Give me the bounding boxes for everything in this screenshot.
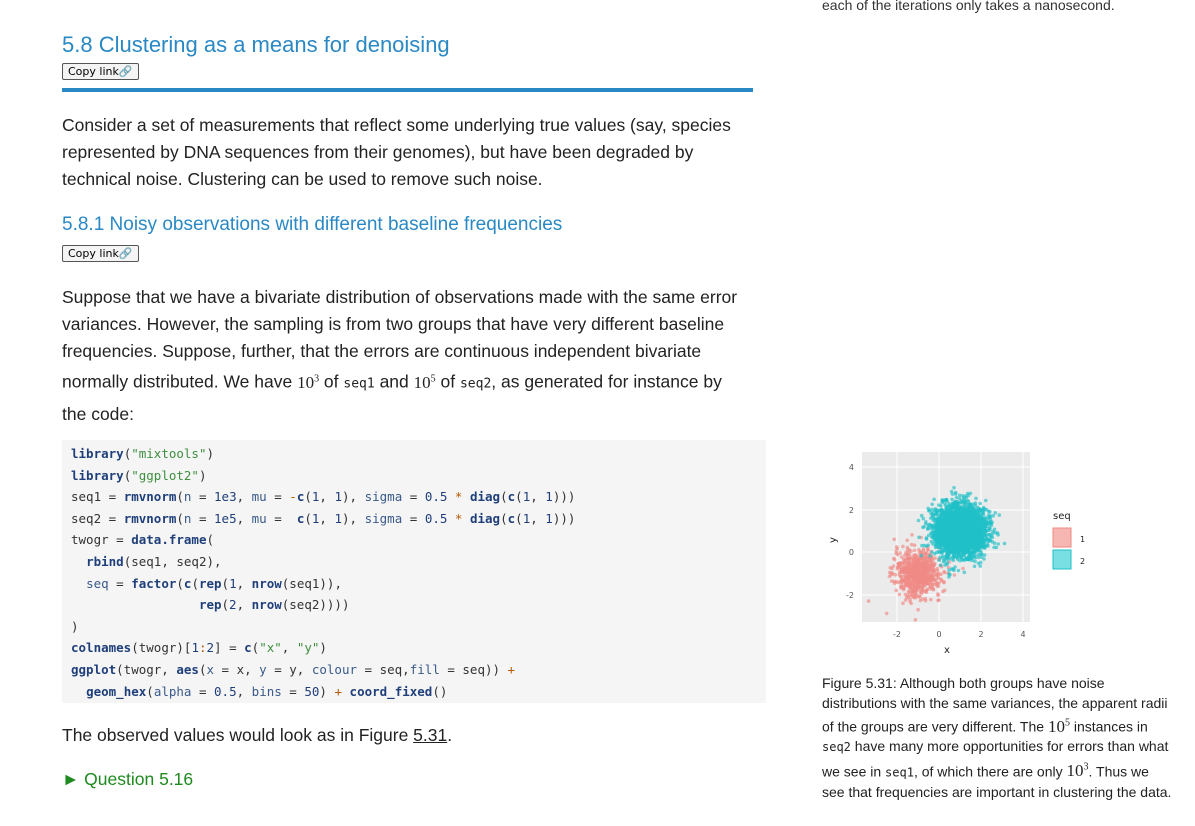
hex-point <box>904 598 908 602</box>
hex-point <box>993 528 997 532</box>
hex-point <box>962 496 966 500</box>
hex-point <box>994 511 998 515</box>
hex-point <box>962 518 966 522</box>
hex-point <box>928 554 932 558</box>
hex-point <box>919 579 923 583</box>
hex-point <box>942 524 946 528</box>
hex-point <box>937 528 941 532</box>
hex-point <box>931 587 935 591</box>
subsection-title: 5.8.1 Noisy observations with different baseline frequencies <box>62 214 563 235</box>
hex-point <box>961 532 965 536</box>
hex-point <box>894 589 898 593</box>
math-1e5: $10^5$ <box>1047 716 1070 736</box>
hex-point <box>960 539 964 543</box>
hex-point <box>949 527 953 531</box>
hex-point <box>899 580 903 584</box>
code-block[interactable]: library("mixtools") library("ggplot2") seq1 = rmvnorm(n = 1e3, mu = -c(1, 1), sigma = 0.5 * diag(c(1, 1))) seq2 = rmvnorm(n = 1e5, mu = c(1, 1), sigma = 0.5 * diag(c(1, 1))) twogr = data.frame( rbind(seq1, seq2), seq = factor(c(rep(1, nrow(seq1)), rep(2, nrow(seq2)))) ) colnames(twogr)[1:2] = c("x", "y") ggplot(twogr, aes(x = x, y = y, colour = seq,fill = seq)) + geom_hex(alpha = 0.5, bins = 50) + coord_fixed() <box>62 440 766 703</box>
hex-point <box>967 531 971 535</box>
hex-point <box>900 568 904 572</box>
hex-point <box>885 612 889 616</box>
legend-label: 1 <box>1080 535 1086 544</box>
hex-point <box>969 556 973 560</box>
hex-point <box>943 536 947 540</box>
hex-point <box>941 554 945 558</box>
hex-point <box>914 618 918 622</box>
hex-point <box>953 538 957 542</box>
inline-code-seq1: seq1 <box>343 376 375 392</box>
hex-point <box>904 581 908 585</box>
hex-point <box>966 519 970 523</box>
hex-point <box>906 557 910 561</box>
hex-point <box>937 598 941 602</box>
hex-point <box>937 508 941 512</box>
para-line: frequencies. Suppose, further, that the errors are continuous independent bivariate <box>62 341 702 361</box>
hex-point <box>956 545 960 549</box>
para-line: normally distributed. We have $10^3$ of seq1 and $10^5$ of seq2, as generated for instance by <box>62 371 722 392</box>
hex-point <box>976 506 980 510</box>
hex-point <box>956 519 960 523</box>
hex-point <box>867 599 871 603</box>
hex-point <box>979 551 983 555</box>
hex-point <box>917 559 921 563</box>
copy-link-label: Copy link <box>68 65 119 78</box>
hex-point <box>900 583 904 587</box>
hex-point <box>931 542 935 546</box>
hex-point <box>963 524 967 528</box>
hex-point <box>920 571 924 575</box>
figure-caption: Figure 5.31: Although both groups have noise distributions with the same variances, the apparent radii of the groups are very different. The $10^5$ instances in seq2 have many more opportunities for errors than what we see in seq1, of which there are only $10^3$. Thus we see that frequencies are important in clustering the data. <box>822 675 1172 800</box>
hex-point <box>937 558 941 562</box>
hex-point <box>935 540 939 544</box>
y-axis-label: y <box>828 537 839 543</box>
hex-point <box>940 579 944 583</box>
hex-point <box>956 552 960 556</box>
hex-point <box>957 536 961 540</box>
hex-point <box>895 549 899 553</box>
hex-point <box>912 585 916 589</box>
hex-point <box>904 593 908 597</box>
hex-point <box>987 533 991 537</box>
hex-point <box>977 546 981 550</box>
para-line: variances. However, the sampling is from two groups that have very different baseline <box>62 314 725 334</box>
copy-link-label: Copy link <box>68 247 119 260</box>
inline-code-seq2: seq2 <box>822 740 851 755</box>
x-tick: 2 <box>978 630 984 639</box>
hex-point <box>889 573 893 577</box>
hex-point <box>966 492 970 496</box>
hex-point <box>928 571 932 575</box>
hex-point <box>929 512 933 516</box>
hex-point <box>962 543 966 547</box>
link-icon: 🔗 <box>118 247 133 260</box>
hex-point <box>914 553 918 557</box>
hex-point <box>955 496 959 500</box>
hex-point <box>965 515 969 519</box>
hex-point <box>921 560 925 564</box>
question-toggle[interactable]: ► Question 5.16 <box>62 769 194 789</box>
hex-point <box>961 510 965 514</box>
hex-point <box>952 554 956 558</box>
hex-point <box>964 503 968 507</box>
hex-point <box>921 526 925 530</box>
hex-point <box>979 524 983 528</box>
hex-point <box>978 502 982 506</box>
hex-point <box>933 562 937 566</box>
hex-point <box>996 531 1000 535</box>
hex-point <box>927 509 931 513</box>
hex-point <box>939 563 943 567</box>
legend-label: 2 <box>1080 557 1086 566</box>
hex-point <box>969 537 973 541</box>
hex-point <box>892 557 896 561</box>
hex-point <box>910 573 914 577</box>
hex-point <box>917 568 921 572</box>
x-axis-label: x <box>944 645 950 656</box>
figure-reference-link[interactable]: 5.31 <box>413 725 448 745</box>
hex-point <box>927 523 931 527</box>
hex-point <box>920 592 924 596</box>
hex-point <box>978 535 982 539</box>
hex-point <box>957 569 961 573</box>
hex-point <box>928 567 932 571</box>
hex-point <box>926 527 930 531</box>
hex-point <box>986 544 990 548</box>
observed-paragraph: The observed values would look as in Figure 5.31. <box>62 725 453 745</box>
hex-point <box>972 541 976 545</box>
hex-point <box>936 592 940 596</box>
hex-point <box>903 573 907 577</box>
hex-point <box>968 506 972 510</box>
hex-point <box>961 536 965 540</box>
hex-point <box>952 486 956 490</box>
hex-point <box>895 545 899 549</box>
hex-point <box>968 512 972 516</box>
link-icon: 🔗 <box>118 65 133 78</box>
hex-point <box>952 558 956 562</box>
hex-point <box>906 553 910 557</box>
hex-point <box>924 589 928 593</box>
copy-link-button[interactable] <box>62 63 139 80</box>
hex-point <box>938 532 942 536</box>
y-tick: 2 <box>848 506 854 515</box>
hex-point <box>974 501 978 505</box>
hex-point <box>953 573 957 577</box>
hex-point <box>945 517 949 521</box>
hex-point <box>949 506 953 510</box>
hex-point <box>941 531 945 535</box>
hex-point <box>953 501 957 505</box>
hex-point <box>906 567 910 571</box>
hex-point <box>933 518 937 522</box>
section-rule <box>62 88 753 92</box>
hex-point <box>948 549 952 553</box>
hex-point <box>979 561 983 565</box>
hex-point <box>923 580 927 584</box>
hex-point <box>991 540 995 544</box>
hex-point <box>913 549 917 553</box>
hex-point <box>956 510 960 514</box>
hex-point <box>998 513 1002 517</box>
hex-point <box>925 536 929 540</box>
hex-point <box>974 533 978 537</box>
hex-point <box>957 501 961 505</box>
hex-point <box>943 511 947 515</box>
x-tick-labels <box>893 630 1026 639</box>
hex-point <box>1003 542 1007 546</box>
hex-point <box>924 563 928 567</box>
hex-point <box>930 531 934 535</box>
hex-point <box>931 575 935 579</box>
hex-point <box>983 538 987 542</box>
hex-point <box>933 533 937 537</box>
hex-point <box>963 547 967 551</box>
hex-point <box>954 505 958 509</box>
hex-point <box>963 571 967 575</box>
hex-point <box>932 536 936 540</box>
hex-point <box>936 567 940 571</box>
inline-code-seq2: seq2 <box>459 376 492 392</box>
hex-point <box>909 582 913 586</box>
hex-point <box>948 502 952 506</box>
hex-point <box>996 542 1000 546</box>
hex-point <box>898 593 902 597</box>
hex-point <box>940 510 944 514</box>
hex-point <box>910 578 914 582</box>
hex-point <box>944 498 948 502</box>
hex-point <box>962 554 966 558</box>
hex-point <box>905 561 909 565</box>
hex-point <box>925 567 929 571</box>
hex-point <box>916 608 920 612</box>
hex-point <box>913 543 917 547</box>
hex-point <box>898 562 902 566</box>
hex-point <box>912 566 916 570</box>
hex-point <box>971 552 975 556</box>
hex-point <box>950 498 954 502</box>
hex-point <box>926 577 930 581</box>
x-tick: 4 <box>1020 630 1026 639</box>
cutoff-text <box>62 814 762 826</box>
hex-point <box>908 597 912 601</box>
hex-point <box>988 510 992 514</box>
hex-point <box>898 551 902 555</box>
legend-title: seq <box>1053 511 1071 522</box>
hex-point <box>905 539 909 543</box>
hex-point <box>909 549 913 553</box>
hex-point <box>902 586 906 590</box>
hex-point <box>983 534 987 538</box>
math-1e3: $10^3$ <box>297 372 320 392</box>
section-title: 5.8 Clustering as a means for denoising <box>62 32 450 57</box>
hex-point <box>913 562 917 566</box>
hex-point <box>930 503 934 507</box>
hex-point <box>906 577 910 581</box>
hex-point <box>978 518 982 522</box>
hex-point <box>932 569 936 573</box>
hex-point <box>987 513 991 517</box>
para-line: the code: <box>62 403 134 424</box>
hex-point <box>959 556 963 560</box>
copy-link-button-sub[interactable] <box>62 245 139 262</box>
hex-point <box>973 565 977 569</box>
y-tick: -2 <box>846 591 854 600</box>
hex-point <box>943 571 947 575</box>
hex-point <box>961 567 965 571</box>
hex-point <box>948 515 952 519</box>
hex-point <box>967 500 971 504</box>
para-line: Suppose that we have a bivariate distribution of observations made with the same error <box>62 287 738 307</box>
hex-point <box>949 533 953 537</box>
intro-paragraph: Consider a set of measurements that reflect some underlying true values (say, species represented by DNA sequences from their genomes), but have been degraded by technical noise. Clustering can be used to remove such noise. <box>62 115 731 189</box>
hex-point <box>939 572 943 576</box>
hex-point <box>949 539 953 543</box>
hex-point <box>992 546 996 550</box>
legend-key-seq2 <box>1053 550 1071 569</box>
hex-point <box>973 560 977 564</box>
hexbin-figure <box>820 444 1098 672</box>
hex-point <box>974 513 978 517</box>
hex-point <box>917 519 921 523</box>
hex-point <box>909 602 913 606</box>
hex-point <box>933 583 937 587</box>
hex-point <box>985 508 989 512</box>
hex-point <box>983 553 987 557</box>
hex-point <box>923 544 927 548</box>
hex-point <box>982 525 986 529</box>
hex-point <box>946 545 950 549</box>
hex-point <box>941 590 945 594</box>
x-tick: -2 <box>893 630 901 639</box>
hex-point <box>937 521 941 525</box>
hex-point <box>942 549 946 553</box>
hex-point <box>965 544 969 548</box>
hexbin-plot-svg <box>820 444 1098 672</box>
hex-point <box>944 504 948 508</box>
hex-point <box>947 575 951 579</box>
hex-point <box>953 527 957 531</box>
hex-point <box>951 492 955 496</box>
hex-point <box>906 546 910 550</box>
hex-point <box>973 530 977 534</box>
x-tick: 0 <box>936 630 942 639</box>
legend-key-seq1 <box>1053 528 1071 547</box>
description-paragraph <box>62 284 757 428</box>
hex-point <box>892 564 896 568</box>
hex-point <box>941 539 945 543</box>
hex-point <box>958 494 962 498</box>
hex-point <box>917 536 921 540</box>
hex-point <box>945 562 949 566</box>
hex-point <box>944 557 948 561</box>
hex-point <box>957 527 961 531</box>
hex-point <box>987 523 991 527</box>
hex-point <box>922 557 926 561</box>
hex-point <box>947 568 951 572</box>
hex-point <box>988 528 992 532</box>
hex-point <box>917 595 921 599</box>
hex-point <box>893 581 897 585</box>
hex-point <box>900 555 904 559</box>
hex-point <box>931 578 935 582</box>
hex-point <box>889 566 893 570</box>
y-tick: 0 <box>848 548 854 557</box>
hex-point <box>932 498 936 502</box>
hex-point <box>970 522 974 526</box>
hex-point <box>920 514 924 518</box>
y-tick: 4 <box>848 463 854 472</box>
hex-point <box>937 503 941 507</box>
inline-code-seq1: seq1 <box>885 765 914 780</box>
hex-point <box>974 497 978 501</box>
hex-point <box>936 512 940 516</box>
hex-point <box>921 587 925 591</box>
hex-point <box>948 511 952 515</box>
hex-point <box>960 526 964 530</box>
hex-point <box>922 547 926 551</box>
hex-point <box>924 597 928 601</box>
hex-point <box>984 499 988 503</box>
hex-point <box>919 574 923 578</box>
hex-point <box>916 584 920 588</box>
hex-point <box>920 554 924 558</box>
hex-point <box>935 551 939 555</box>
hex-point <box>929 598 933 602</box>
hex-point <box>971 517 975 521</box>
hex-point <box>913 596 917 600</box>
hex-point <box>892 538 896 542</box>
hex-point <box>956 522 960 526</box>
hex-point <box>935 525 939 529</box>
hex-point <box>979 540 983 544</box>
hex-point <box>944 520 948 524</box>
math-1e3: $10^3$ <box>1066 761 1089 781</box>
hex-point <box>957 514 961 518</box>
sidenote-top: each of the iterations only takes a nanosecond. <box>822 0 1115 13</box>
math-1e5: $10^5$ <box>413 372 436 392</box>
hex-point <box>901 545 905 549</box>
hex-point <box>940 517 944 521</box>
hex-point <box>926 548 930 552</box>
hex-point <box>947 553 951 557</box>
hex-point <box>952 568 956 572</box>
hex-point <box>980 509 984 513</box>
y-tick-labels <box>846 463 854 600</box>
hex-point <box>910 533 914 537</box>
hex-point <box>901 601 905 605</box>
hex-point <box>954 491 958 495</box>
